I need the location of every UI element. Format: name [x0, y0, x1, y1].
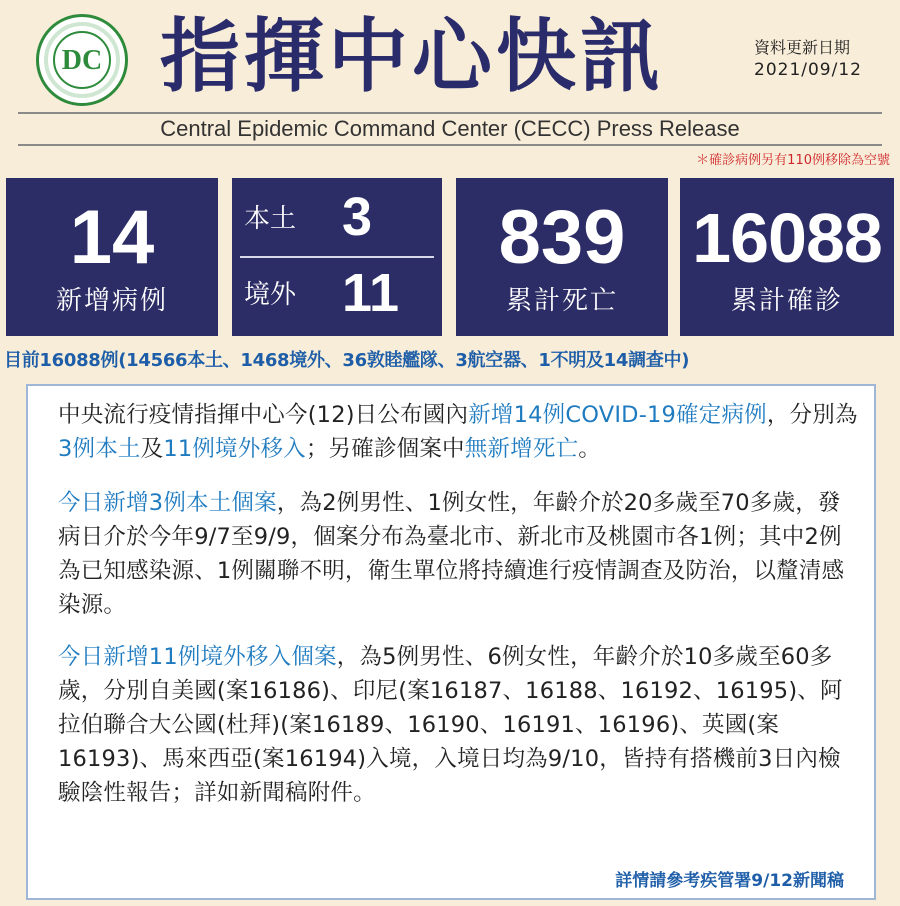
local-label: 本土 — [244, 204, 297, 234]
paragraph-overview — [58, 398, 858, 466]
highlight-no-deaths: 無新增死亡 — [464, 436, 579, 462]
page-title: 指揮中心快訊 — [160, 10, 664, 103]
subtitle: Central Epidemic Command Center (CECC) Press Release — [160, 116, 740, 141]
update-date: 2021/09/12 — [754, 60, 862, 80]
paragraph-imported-cases — [58, 640, 858, 810]
case-breakdown-card — [232, 178, 442, 336]
divider-bottom — [18, 144, 882, 146]
divider-top — [18, 112, 882, 114]
paragraph-local-cases — [58, 486, 858, 622]
deaths-card — [456, 178, 668, 336]
highlight-imported: 11例境外移入 — [163, 436, 306, 462]
deaths-label: 累計死亡 — [505, 286, 618, 316]
local-cases-detail: ，為2例男性、1例女性，年齡介於20多歲至70多歲，發病日介於今年9/7至9/9，個案分布為臺北市、新北市及桃園市各1例；其中2例為已知感染源、1例關聯不明，衛生單位將持續進行疫情調查及防治，以釐清感染源。 — [58, 490, 845, 618]
confirmed-label: 累計確診 — [730, 286, 843, 316]
header — [0, 0, 900, 150]
text-segment: 。 — [578, 436, 601, 462]
deaths-value: 839 — [498, 195, 626, 280]
imported-cases-detail: ，為5例男性、6例女性，年齡介於10多歲至60多歲，分別自美國(案16186)、印尼(案16187、16188、16192、16195)、阿拉伯聯合大公國(杜拜)(案16189、16190、16191、16196)、英國(案16193)、馬來西亞(案16194)入境，入境日均為9/10，皆持有搭機前3日內檢驗陰性報告；詳如新聞稿附件。 — [58, 644, 843, 806]
imported-label: 境外 — [244, 280, 297, 310]
local-row — [232, 182, 442, 258]
press-release-reference: 詳情請參考疾管署9/12新聞稿 — [615, 871, 844, 891]
cumulative-summary: 目前16088例(14566本土、1468境外、36敦睦艦隊、3航空器、1不明及14調查中) — [4, 350, 690, 371]
text-segment: ，分別為 — [766, 402, 858, 428]
imported-value: 11 — [342, 263, 400, 323]
new-cases-card — [6, 178, 218, 336]
confirmed-card — [680, 178, 894, 336]
removed-cases-note: ＊確診病例另有110例移除為空號 — [696, 153, 890, 168]
imported-row — [232, 258, 442, 334]
cdc-logo-icon — [39, 17, 125, 103]
highlight-local: 3例本土 — [58, 436, 141, 462]
svg-text:DC: DC — [61, 45, 103, 76]
highlight-imported-heading: 今日新增11例境外移入個案 — [58, 644, 337, 670]
text-segment: 中央流行疫情指揮中心今(12)日公布國內 — [58, 402, 469, 428]
highlight-new-cases: 新增14例COVID-19確定病例 — [468, 402, 767, 428]
details-panel — [26, 384, 876, 900]
cdc-logo — [36, 14, 128, 106]
new-cases-value: 14 — [69, 195, 155, 280]
confirmed-value: 16088 — [692, 199, 882, 277]
local-value: 3 — [342, 187, 373, 247]
new-cases-label: 新增病例 — [55, 286, 168, 316]
highlight-local-heading: 今日新增3例本土個案 — [58, 490, 277, 516]
update-date-label: 資料更新日期 — [754, 38, 851, 57]
text-segment: 及 — [140, 436, 164, 462]
text-segment: ；另確診個案中 — [305, 436, 465, 462]
